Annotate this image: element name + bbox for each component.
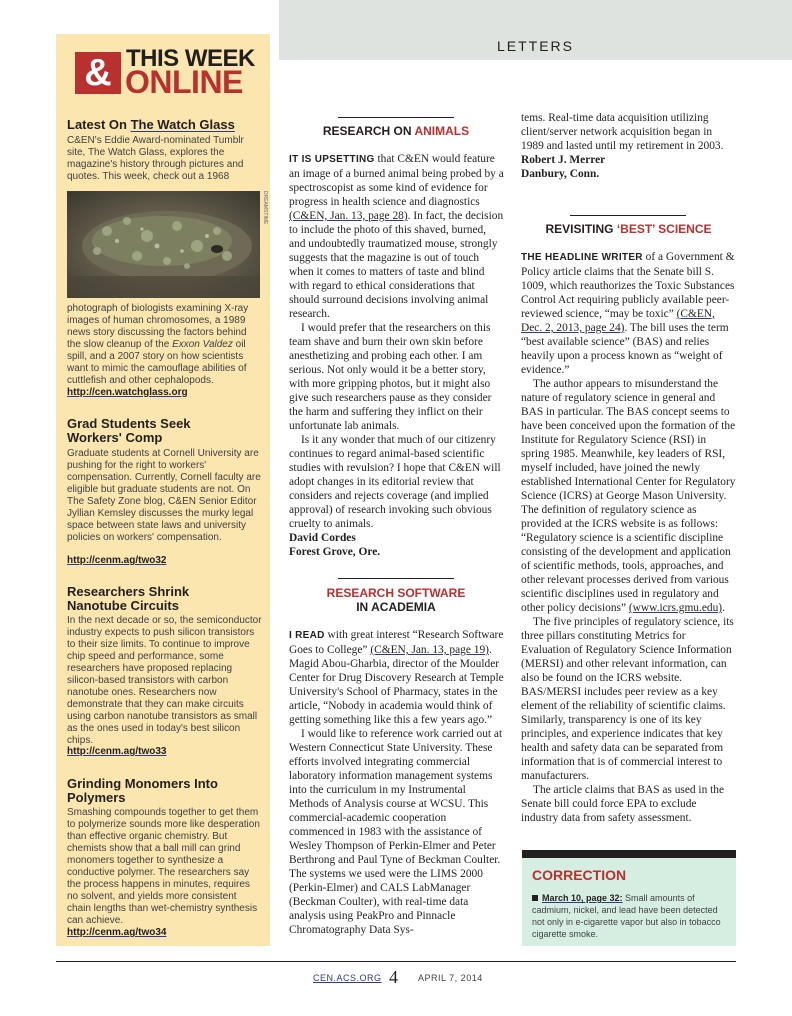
nanotube-link[interactable]: http://cenm.ag/two33 [67, 746, 167, 757]
watchglass-heading: Latest On The Watch Glass [67, 117, 235, 132]
watchglass-body: photograph of biologists examining X-ray images of human chromosomes, a 1989 news story discussing the factors behind the slow cleanup of the Exxon Valdez oil spill, and a 2007 story on how scientists want to mimic the camouflage abilities of cuttlefish and other cephalopods. [67, 303, 249, 386]
ampersand-logo: & [75, 52, 121, 94]
this-week-heading: THIS WEEK [126, 45, 255, 72]
monomers-body: Smashing compounds together to get them to polymerize sounds more like desperation than effective organic chemistry. But chemists show that a ball mill can grind monomers together to synthesize a conductive polymer. The researchers say the process happens in minutes, requires no solvent, and yields more consistent chain lengths than wet-chemistry synthesis can achieve. [67, 807, 260, 926]
rule-animals [338, 117, 454, 118]
animals-letter: IT IS UPSETTING that C&EN would feature an image of a burned animal being probed by a spectroscopist as some kind of evidence for progress in health science and diagnostics (C&EN, Jan. 13, page 28). In fact, the decision to include the photo of this shaved, burned, and undoubtedly traumatized mouse, strongly suggests that the magazine is out of touch when it comes to matters of taste and blind with regard to ethical considerations that should surround decisions involving animal research. I would prefer that the researchers on this team shave and burn their own skin before anesthetizing and probing each other. I am serious. Not only would it be a better story, with more gripping photos, but it might also give such researchers pause as they consider the harm and suffering they inflict on their unfortunate lab animals. Is it any wonder that much of our citizenry continues to regard animal-based scientific studies with revulsion? I hope that C&EN will adopt changes in its editorial review that considers and rejects coverage (and implied approval) of research invoking such obvious cruelty to animals. David Cordes Forest Grove, Ore. [289, 153, 504, 558]
correction-body: March 10, page 32: Small amounts of cadmium, nickel, and lead have been detected not only in e-cigarette vapor but also in tobacco cigarette smoke. [532, 893, 721, 939]
grad-students-heading: Grad Students Seek Workers' Comp [67, 416, 191, 445]
nanotube-body: In the next decade or so, the semiconductor industry expects to push silicon transistors to their size limits. To continue to improve chip speed and performance, some researchers have proposed replacing silicon-based transistors with carbon nanotube ones. Researchers now demonstrate that they can make circuits using carbon nanotube transistors as small as the ones used in today's best silicon chips. [67, 615, 262, 746]
online-heading: ONLINE [125, 64, 243, 100]
photo-credit: DREAMSTIME [262, 191, 268, 225]
rule-best-science [570, 215, 686, 216]
watchglass-title-link[interactable]: The Watch Glass [130, 117, 235, 132]
page-number: 4 [389, 967, 398, 987]
footer-rule [56, 961, 736, 962]
watchglass-link[interactable]: http://cen.watchglass.org [67, 387, 188, 398]
best-science-letter: THE HEADLINE WRITER of a Government & Policy article claims that the Senate bill S. 1009, which reauthorizes the Toxic Substances Control Act requiring publicly available peer-reviewed science, “may be toxic” (C&EN, Dec. 2, 2013, page 24). The bill uses the term “best available science” (BAS) and relies heavily upon a process known as “weight of evidence.” The author appears to misunderstand the nature of regulatory science in general and BAS in particular. The BAS concept seems to have been conceived upon the formation of the Institute for Regulatory Science (RSI) in spring 1985. Meanwhile, key leaders of RSI, myself included, have joined the newly established International Center for Regulatory Science (ICRS) at George Mason University. The definition of regulatory science as provided at the ICRS website is as follows: “Regulatory science is a scientific discipline consisting of the development and application of scientific methods, tools, approaches, and other relevant processes derived from various scientific disciplines used in regulatory and other policy decisions” (www.icrs.gmu.edu). The five principles of regulatory science, its three pillars constituting Metrics for Evaluation of Regulatory Science Information (MERSI) and other relevant information, can also be found on the ICRS website. BAS/MERSI includes peer review as a key element of the reliability of scientific claims. Similarly, transparency is one of its key principles, and experience indicates that key health and safety data can be separated from information that is of commercial interest to manufacturers. The article claims that BAS as used in the Senate bill could force EPA to exclude industry data from safety assessment. [521, 251, 736, 824]
software-letter-continued: tems. Real-time data acquisition utilizing client/server network acquisition began in 1989 and lasted until my retirement in 2003. Robert J. Merrer Danbury, Conn. [521, 112, 724, 180]
issue-date: APRIL 7, 2014 [418, 973, 483, 983]
watchglass-intro: C&EN's Eddie Award-nominated Tumblr site, The Watch Glass, explores the magazine's history through pictures and quotes. This week, check out a 1968 [67, 135, 244, 182]
software-citation-link[interactable]: (C&EN, Jan. 13, page 19) [370, 644, 489, 656]
monomers-heading: Grinding Monomers Into Polymers [67, 776, 218, 805]
rule-software [338, 578, 454, 579]
bullet-icon [532, 895, 538, 901]
icrs-website-link[interactable]: (www.icrs.gmu.edu) [628, 602, 723, 614]
correction-title: CORRECTION [532, 867, 627, 883]
best-science-citation-link[interactable]: (C&EN, Dec. 2, 2013, page 24) [521, 308, 715, 334]
letters-section-label: LETTERS [496, 38, 574, 54]
software-title: RESEARCH SOFTWARE IN ACADEMIA [326, 586, 466, 614]
grad-students-link[interactable]: http://cenm.ag/two32 [67, 555, 167, 566]
monomers-link[interactable]: http://cenm.ag/two34 [67, 927, 167, 938]
nanotube-heading: Researchers Shrink Nanotube Circuits [67, 584, 190, 613]
cuttlefish-photo [67, 191, 260, 298]
grad-students-body: Graduate students at Cornell University are pushing for the right to workers' compensation. Currently, Cornell faculty are eligible but graduate students are not. On The Safety Zone blog, C&EN Senior Editor Jyllian Kemsley discusses the murky legal space between state laws and university policies on workers' compensation. [67, 448, 261, 543]
software-letter: I READ with great interest “Research Software Goes to College” (C&EN, Jan. 13, page 19). Magid Abou-Gharbia, director of the Moulder Center for Drug Discovery Research at Temple University's School of Pharmacy, states in the article, “Nobody in academia would think of getting something like this a few years ago.” I would like to reference work carried out at Western Connecticut State University. These efforts involved integrating commercial laboratory information management systems into the curriculum in my Instrumental Methods of Analysis course at WCSU. This commercial-academic cooperation commenced in 1983 with the assistance of Wesley Thompson of Perkin-Elmer and Peter Berthrong and Paul Tyne of Beckman Coulter. The systems we used were the LIMS 2000 (Perkin-Elmer) and CALS LabManager (Beckman Coulter), with real-time data analysis using PeakPro and Pinnacle Chromatography Data Sys- [289, 629, 504, 936]
animals-citation-link[interactable]: (C&EN, Jan. 13, page 28) [289, 210, 408, 222]
cuttlefish-image [67, 191, 260, 298]
footer-site-link[interactable]: CEN.ACS.ORG [313, 973, 382, 983]
correction-ref-link[interactable]: March 10, page 32: [542, 893, 623, 903]
best-science-title: REVISITING ‘BEST’ SCIENCE [545, 222, 712, 236]
animals-title: RESEARCH ON ANIMALS [322, 124, 470, 138]
